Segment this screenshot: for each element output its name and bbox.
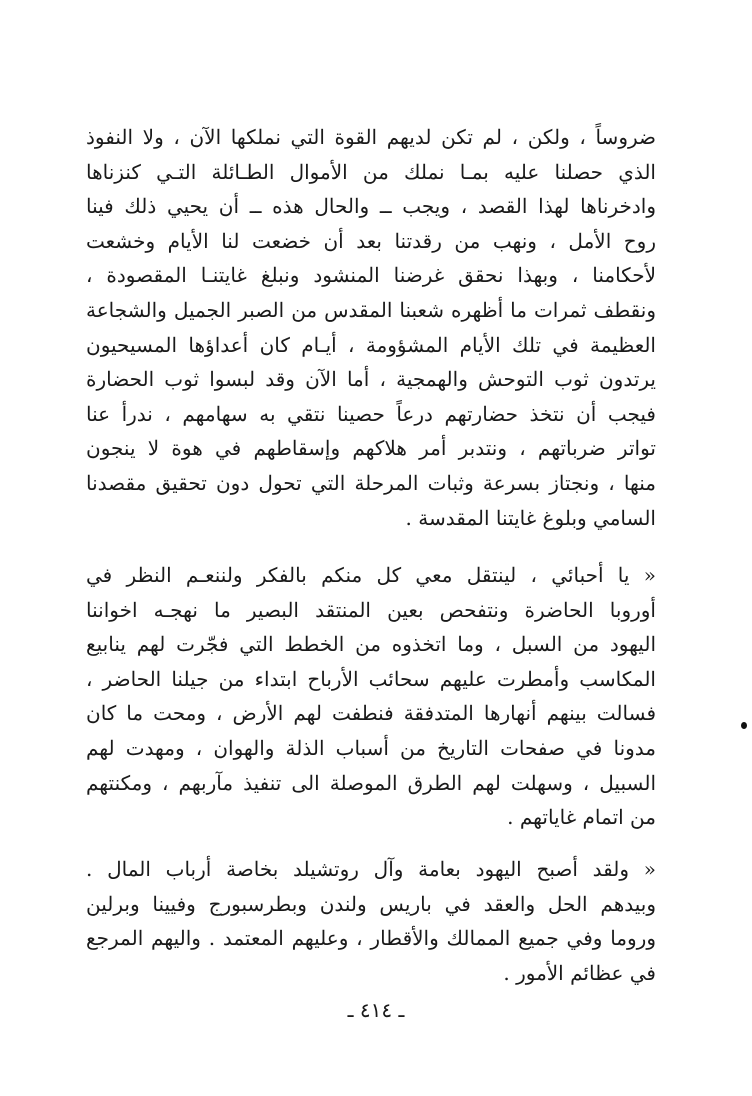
paragraph-1: [86, 120, 656, 535]
text-line: ضروساً ، ولكن ، لم تكن لديهم القوة التي نملكها الآن ، ولا النفوذ: [86, 125, 656, 149]
paragraph-2: [86, 558, 656, 835]
text-line: السبيل ، وسهلت لهم الطرق الموصلة الى تنفيذ مآربهم ، ومكنتهم: [86, 770, 656, 795]
text-line: اليهود من السبل ، وما اتخذوه من الخطط التي فجّرت لهم ينابيع: [86, 632, 656, 657]
text-line: « ولقد أصبح اليهود بعامة وآل روتشيلد بخاصة أرباب المال .: [86, 857, 656, 881]
text-line: لأحكامنا ، وبهذا نحقق غرضنا المنشود ونبلغ غايتنـا المقصودة ،: [86, 263, 656, 288]
text-line: وروما وفي جميع الممالك والأقطار ، وعليهم المعتمد . واليهم المرجع: [86, 926, 656, 951]
text-line: فيجب أن نتخذ حضارتهم درعاً حصينا نتقي به سهامهم ، ندرأ عنا: [86, 401, 656, 426]
text-line: السامي وبلوغ غايتنا المقدسة .: [405, 505, 656, 530]
text-line: تواتر ضرباتهم ، ونتدبر أمر هلاكهم وإسقاطهم في هوة لا ينجون: [86, 436, 656, 461]
page-number: ـ ٤١٤ ـ: [347, 998, 405, 1022]
text-line: روح الأمل ، ونهب من رقدتنا بعد أن خضعت لنا الأيام وخشعت: [86, 228, 656, 253]
text-line: ونقطف ثمرات ما أظهره شعبنا المقدس من الصبر الجميل والشجاعة: [86, 297, 656, 322]
text-line: منها ، ونجتاز بسرعة وثبات المرحلة التي تحول دون تحقيق مقصدنا: [86, 470, 656, 495]
scan-mark: [741, 722, 747, 729]
text-line: المكاسب وأمطرت عليهم سحائب الأرباح ابتداء من جيلنا الحاضر ،: [86, 666, 656, 691]
text-line: وبيدهم الحل والعقد في باريس ولندن وبطرسبورج وفيينا وبرلين: [86, 891, 656, 916]
text-line: فسالت بينهم أنهارها المتدفقة فنطفت لهم الأرض ، ومحت ما كان: [86, 701, 656, 726]
text-line: أوروبا الحاضرة ونتفحص بعين المنتقد البصير ما نهجـه اخواننا: [86, 597, 656, 622]
text-line: مدونا في صفحات التاريخ من أسباب الذلة والهوان ، ومهدت لهم: [86, 735, 656, 760]
text-line: يرتدون ثوب التوحش والهمجية ، أما الآن وقد لبسوا ثوب الحضارة: [86, 367, 656, 392]
text-line: « يا أحبائي ، لينتقل معي كل منكم بالفكر ولننعـم النظر في: [86, 563, 656, 587]
text-line: العظيمة في تلك الأيام المشؤومة ، أيـام كان أعداؤها المسيحيون: [86, 332, 656, 357]
text-line: وادخرناها لهذا القصد ، ويجب ــ والحال هذه ــ أن يحيي ذلك فينا: [86, 194, 656, 219]
text-line: في عظائم الأمور .: [503, 960, 656, 985]
text-line: من اتمام غاياتهم .: [507, 805, 656, 830]
paragraph-3: [86, 852, 656, 990]
text-line: الذي حصلنا عليه بمـا نملك من الأموال الطـائلة التـي كنزناها: [86, 159, 656, 184]
